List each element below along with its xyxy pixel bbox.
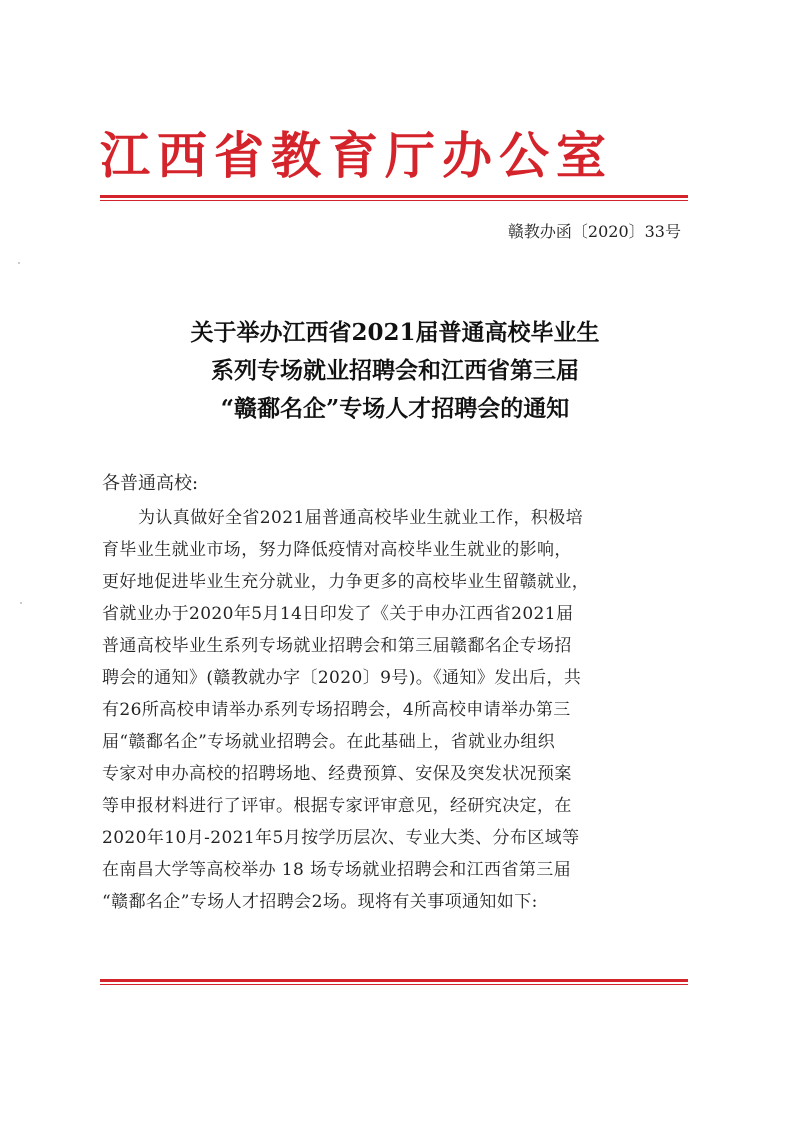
notice-title-line-3: “赣鄱名企”专场人才招聘会的通知: [220, 395, 570, 422]
body-line: 有26所高校申请举办系列专场招聘会，4所高校申请举办第三: [102, 700, 571, 720]
body-line: 专家对申办高校的招聘场地、经费预算、安保及突发状况预案: [102, 764, 572, 784]
notice-title-line-2: 系列专场就业招聘会和江西省第三届: [211, 357, 579, 384]
header-red-rule-thin: [100, 200, 688, 201]
notice-title-line-1: 关于举办江西省2021届普通高校毕业生: [190, 319, 600, 346]
footer-red-rule-thick: [100, 979, 688, 982]
body-paragraph: [102, 502, 686, 918]
body-line: 在南昌大学等高校举办 18 场专场就业招聘会和江西省第三届: [102, 860, 572, 880]
body-line: 届“赣鄱名企”专场就业招聘会。在此基础上，省就业办组织: [102, 732, 556, 752]
body-line: 等申报材料进行了评审。根据专家评审意见，经研究决定，在: [102, 796, 572, 816]
header-red-rule-thick: [100, 195, 688, 198]
document-number: 赣教办函〔2020〕33号: [507, 222, 681, 241]
scan-artifact-dot: [18, 262, 20, 264]
body-line: 更好地促进毕业生充分就业，力争更多的高校毕业生留赣就业，: [102, 572, 590, 592]
body-line: 育毕业生就业市场，努力降低疫情对高校毕业生就业的影响，: [102, 540, 572, 560]
scan-artifact-dot: [20, 602, 22, 604]
body-line: 2020年10月-2021年5月按学历层次、专业大类、分布区域等: [102, 828, 580, 848]
body-line: 聘会的通知》(赣教就办字〔2020〕9号)。《通知》发出后，共: [102, 668, 582, 688]
body-line: “赣鄱名企”专场人才招聘会2场。现将有关事项通知如下:: [102, 892, 538, 912]
footer-red-rule-thin: [100, 984, 688, 985]
body-line: 为认真做好全省2021届普通高校毕业生就业工作，积极培: [138, 508, 584, 528]
notice-title: [100, 314, 690, 428]
body-line: 省就业办于2020年5月14日印发了《关于申办江西省2021届: [102, 604, 574, 624]
org-header-title: 江西省教育厅办公室: [100, 126, 613, 185]
body-line: 普通高校毕业生系列专场就业招聘会和第三届赣鄱名企专场招: [102, 636, 572, 656]
salutation: 各普通高校:: [102, 473, 199, 494]
